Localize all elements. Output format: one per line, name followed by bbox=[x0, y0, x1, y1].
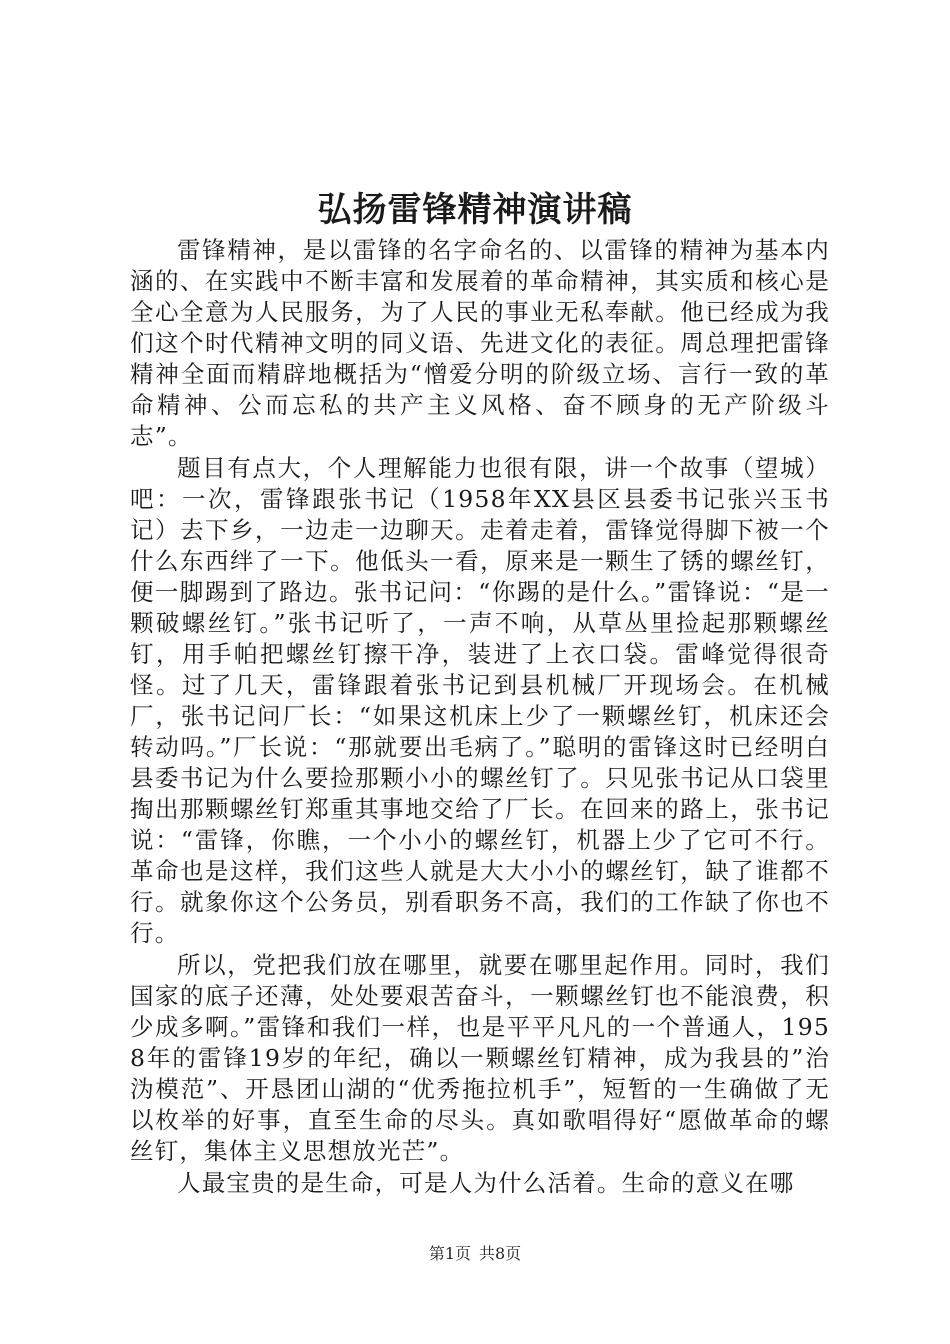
paragraph-4: 人最宝贵的是生命，可是人为什么活着。生命的意义在哪 bbox=[177, 1169, 795, 1197]
page-number: 第1页 bbox=[428, 1244, 471, 1263]
paragraph-3: 所以，党把我们放在哪里，就要在哪里起作用。同时，我们国家的底子还薄，处处要艰苦奋斗，一颗螺丝钉也不能浪费，积少成多啊。”雷锋和我们一样，也是平平凡凡的一个普通人，1958年的雷锋19岁的年纪，确以一颗螺丝钉精神，成为我县的”治沩模范”、开恳团山湖的“优秀拖拉机手”，短暂的一生确做了无以枚举的好事，直至生命的尽头。真如歌唱得好“愿做革命的螺丝钉，集体主义思想放光芒”。 bbox=[130, 951, 830, 1165]
document-title: 弘扬雷锋精神演讲稿 bbox=[317, 190, 633, 230]
page-total: 共8页 bbox=[479, 1244, 522, 1263]
page-footer bbox=[0, 1243, 950, 1265]
document-body bbox=[130, 235, 830, 1199]
paragraph-2: 题目有点大，个人理解能力也很有限，讲一个故事（望城）吧：一次，雷锋跟张书记（1958年XX县区县委书记张兴玉书记）去下乡，一边走一边聊天。走着走着，雷锋觉得脚下被一个什么东西绊了一下。他低头一看，原来是一颗生了锈的螺丝钉，便一脚踢到了路边。张书记问：“你踢的是什么。”雷锋说：“是一颗破螺丝钉。”张书记听了，一声不响，从草丛里捡起那颗螺丝钉，用手帕把螺丝钉擦干净，装进了上衣口袋。雷峰觉得很奇怪。过了几天，雷锋跟着张书记到县机械厂开现场会。在机械厂，张书记问厂长：“如果这机床上少了一颗螺丝钉，机床还会转动吗。”厂长说：“那就要出毛病了。”聪明的雷锋这时已经明白县委书记为什么要捡那颗小小的螺丝钉了。只见张书记从口袋里掏出那颗螺丝钉郑重其事地交给了厂长。在回来的路上，张书记说：“雷锋，你瞧，一个小小的螺丝钉，机器上少了它可不行。革命也是这样，我们这些人就是大大小小的螺丝钉，缺了谁都不行。就象你这个公务员，别看职务不高，我们的工作缺了你也不行。 bbox=[130, 454, 830, 947]
paragraph-1: 雷锋精神，是以雷锋的名字命名的、以雷锋的精神为基本内涵的、在实践中不断丰富和发展着的革命精神，其实质和核心是全心全意为人民服务，为了人民的事业无私奉献。他已经成为我们这个时代精神文明的同义语、先进文化的表征。周总理把雷锋精神全面而精辟地概括为“憎爱分明的阶级立场、言行一致的革命精神、公而忘私的共产主义风格、奋不顾身的无产阶级斗志”。 bbox=[130, 236, 830, 450]
